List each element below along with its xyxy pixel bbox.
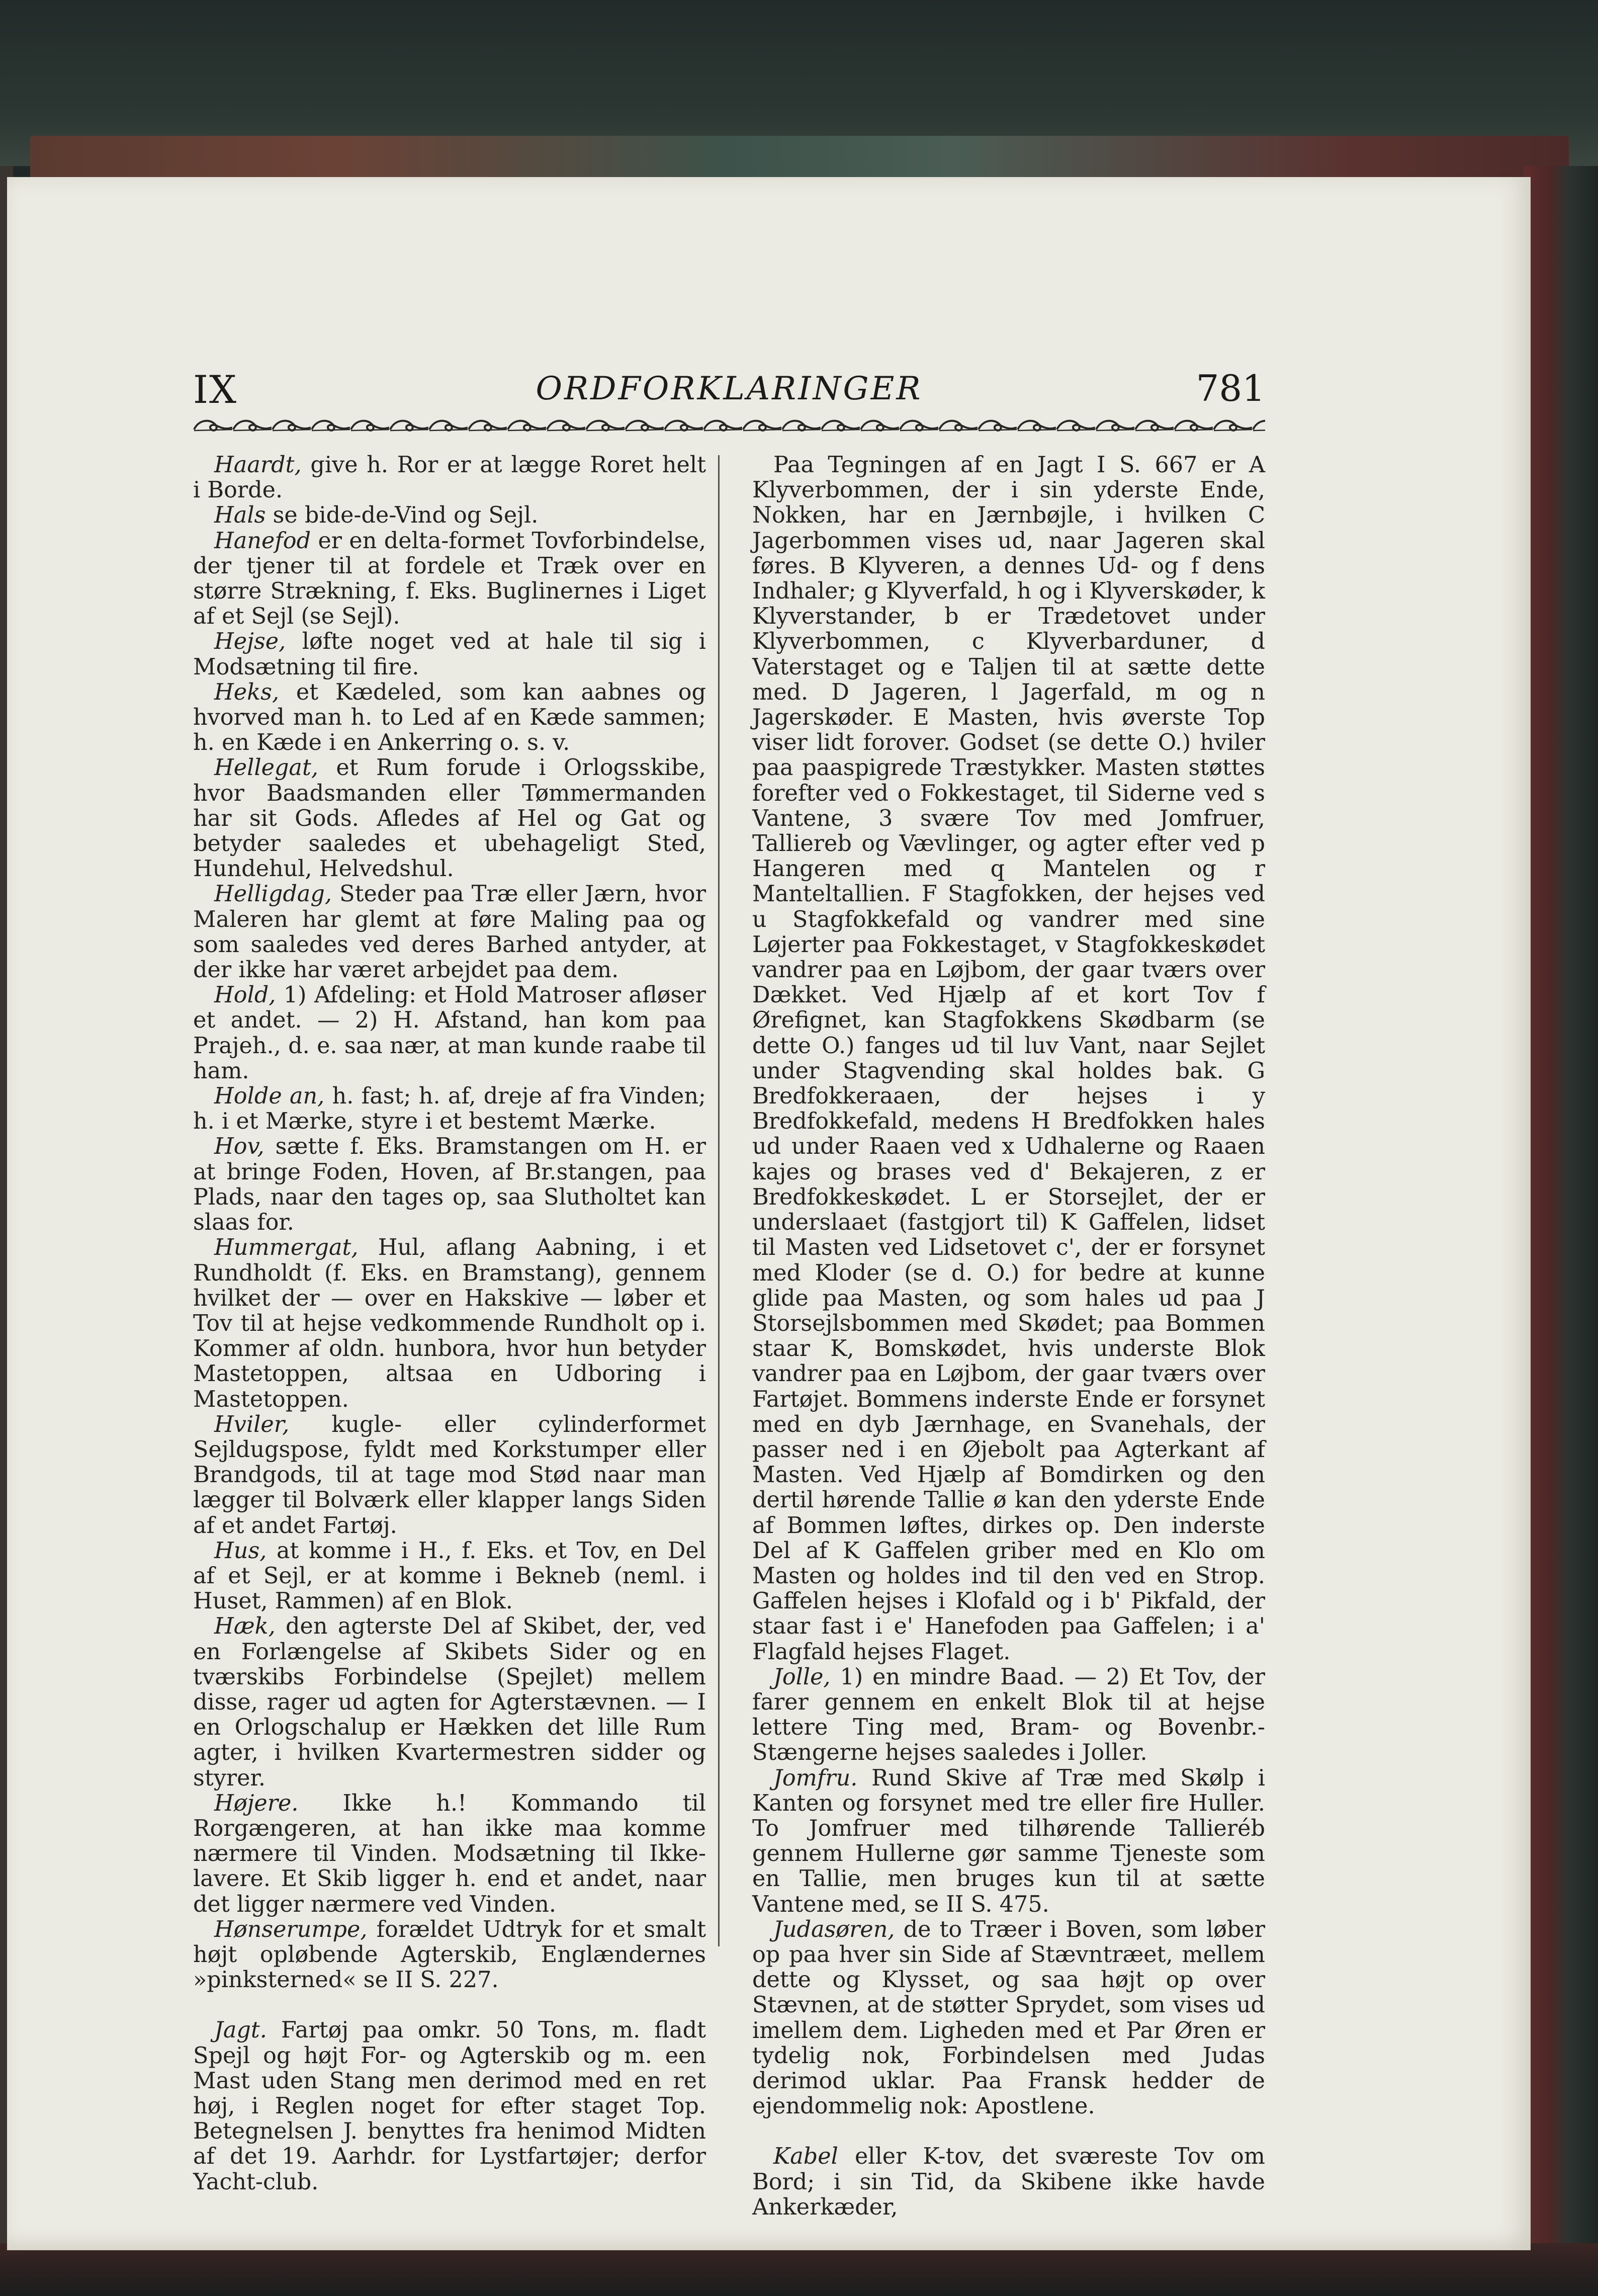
entry-definition: 1) en mindre Baad. — 2) Et Tov, der farer gennem en enkelt Blok til at hejse lettere Ting med, Bram- og Bovenbr.-Stængerne hejses saaledes i Joller.: [752, 1664, 1265, 1766]
entry-term: Helligdag,: [214, 881, 332, 907]
dictionary-entry: [193, 882, 706, 983]
book-binding-strip: [30, 136, 1569, 181]
entry-definition: at komme i H., f. Eks. et Tov, en Del af et Sejl, er at komme i Bekneb (neml. i Huset, Rammen) af en Blok.: [193, 1538, 706, 1614]
entry-term: Hejse,: [214, 629, 286, 655]
entry-definition: de to Træer i Boven, som løber op paa hver sin Side af Stævntræet, mellem dette og Klysset, og saa højt op over Stævnen, at de støtter Sprydet, som vises ud imellem dem. Ligheden med et Par Øren er tydelig nok, Forbindelsen med Judas derimod uklar. Paa Fransk hedder de ejendommelig nok: Apostlene.: [752, 1916, 1265, 2119]
dictionary-entry: [752, 2144, 1265, 2220]
dictionary-entry: [752, 1917, 1265, 2119]
entry-definition: Hul, aflang Aabning, i et Rundholdt (f. Eks. en Bramstang), gennem hvilket der — over en Hakskive — løber et Tov til at hejse vedkommende Rundholt op i. Kommer af oldn. hunbora, hvor hun betyder Mastetoppen, altsaa en Udboring i Mastetoppen.: [193, 1235, 706, 1412]
section-number: IX: [193, 367, 238, 412]
entry-term: Jagt.: [214, 2017, 267, 2044]
dictionary-entry: [193, 1614, 706, 1791]
dictionary-entry: [193, 529, 706, 630]
dictionary-entry: [193, 453, 706, 503]
entry-definition: Steder paa Træ eller Jærn, hvor Maleren har glemt at føre Maling paa og som saaledes ved deres Barhed antyder, at der ikke har været arbejdet paa dem.: [193, 881, 706, 983]
entry-term: Jomfru.: [773, 1765, 858, 1791]
entry-term: Højere.: [214, 1790, 299, 1816]
left-column: [193, 453, 706, 2195]
entry-definition: forældet Udtryk for et smalt højt opløbende Agterskib, Englændernes »pinksterned« se II S. 227.: [193, 1916, 706, 1993]
book-spine-right: [1524, 166, 1598, 2296]
entry-definition: Rund Skive af Træ med Skølp i Kanten og forsynet med tre eller fire Huller. To Jomfruer med tilhørende Tallieréb gennem Hullerne gør samme Tjeneste som en Tallie, men bruges kun til at sætte Vantene med, se II S. 475.: [752, 1765, 1265, 1917]
page-number: 781: [1196, 367, 1265, 409]
entry-definition: give h. Ror er at lægge Roret helt i Borde.: [193, 452, 706, 503]
dictionary-entry: [193, 755, 706, 882]
entry-term: Hæk,: [214, 1613, 276, 1640]
entry-term: Haardt,: [214, 452, 302, 478]
entry-term: Hov,: [214, 1134, 264, 1160]
dictionary-entry: [193, 1134, 706, 1235]
entry-term: Hummergat,: [214, 1235, 359, 1261]
entry-term: Hviler,: [214, 1411, 290, 1437]
dictionary-entry: [752, 453, 1265, 1665]
ornamental-rule: [193, 412, 1265, 438]
dictionary-entry: [193, 629, 706, 679]
entry-term: Hønserumpe,: [214, 1916, 368, 1942]
entry-definition: et Rum forude i Orlogsskibe, hvor Baadsmanden eller Tømmermanden har sit Gods. Afledes af Hel og Gat og betyder saaledes et ubehageligt Sted, Hundehul, Helvedshul.: [193, 755, 706, 882]
entry-definition: eller K-tov, det sværeste Tov om Bord; i sin Tid, da Skibene ikke havde Ankerkæder,: [752, 2144, 1265, 2220]
dictionary-entry: [752, 1766, 1265, 1917]
entry-term: Hals: [214, 502, 266, 529]
dictionary-entry: [193, 2018, 706, 2194]
entry-definition: Paa Tegningen af en Jagt I S. 667 er A Klyverbommen, der i sin yderste Ende, Nokken, har en Jærnbøjle, i hvilken C Jagerbommen vises ud, naar Jageren skal føres. B Klyveren, a dennes Ud- og f dens Indhaler; g Klyverfald, h og i Klyverskøder, k Klyverstander, b er Trædetovet under Klyverbommen, c Klyverbarduner, d Vaterstaget og e Taljen til at sætte dette med. D Jageren, l Jagerfald, m og n Jagerskøder. E Masten, hvis øverste Top viser lidt forover. Godset (se dette O.) hviler paa paaspigrede Træstykker. Masten støttes forefter ved o Fokkestaget, til Siderne ved s Vantene, 3 svære Tov med Jomfruer, Talliereb og Vævlinger, og agter efter ved p Hangeren med q Mantelen og r Manteltallien. F Stagfokken, der hejses ved u Stagfokkefald og vandrer med sine Løjerter paa Fokkestaget, v Stagfokkeskødet vandrer paa en Løjbom, der gaar tværs over Dækket. Ved Hjælp af et kort Tov f Ørefignet, kan Stagfokkens Skødbarm (se dette O.) fanges ud til luv Vant, naar Sejlet under Stagvending skal holdes bak. G Bredfokkeraaen, der hejses i y Bredfokkefald, medens H Bredfokken hales ud under Raaen ved x Udhalerne og Raaen kajes og brases ved d' Bekajeren, z er Bredfokkeskødet. L er Storsejlet, der er underslaaet (fastgjort til) K Gaffelen, lidset til Masten ved Lidsetovet c', der er forsynet med Kloder (se d. O.) for bedre at kunne glide paa Masten, og som hales ud paa J Storsejlsbommen med Skødet; paa Bommen staar K, Bomskødet, hvis underste Blok vandrer paa en Løjbom, der gaar tværs over Fartøjet. Bommens inderste Ende er forsynet med en dyb Jærnhage, en Svanehals, der passer ned i en Øjebolt paa Agterkant af Masten. Ved Hjælp af Bomdirken og den dertil hørende Tallie ø kan den yderste Ende af Bommen løftes, dirkes op. Den inderste Del af K Gaffelen griber med en Klo om Masten og holdes ind til den ved en Strop. Gaffelen hejses i Klofald og i b' Pikfald, der staar fast i e' Hanefoden paa Gaffelen; i a' Flagfald hejses Flaget.: [752, 452, 1265, 1665]
entry-definition: er en delta-formet Tovforbindelse, der tjener til at fordele et Træk over en større Strækning, f. Eks. Buglinernes i Liget af et Sejl (se Sejl).: [193, 528, 706, 630]
entry-definition: den agterste Del af Skibet, der, ved en Forlængelse af Skibets Sider og en tværskibs Forbindelse (Spejlet) mellem disse, rager ud agten for Agterstævnen. — I en Orlogschalup er Hækken det lille Rum agter, i hvilken Kvartermestren sidder og styrer.: [193, 1613, 706, 1791]
dictionary-entry: [193, 680, 706, 756]
dictionary-entry: [752, 1665, 1265, 1766]
right-column: [752, 453, 1265, 2220]
page-header: [193, 367, 1265, 417]
entry-term: Jolle,: [773, 1664, 831, 1690]
dictionary-entry: [193, 1791, 706, 1917]
entry-definition: 1) Afdeling: et Hold Matroser afløser et andet. — 2) H. Afstand, han kom paa Prajeh., d. e. saa nær, at man kunde raabe til ham.: [193, 982, 706, 1084]
column-divider: [718, 455, 720, 1946]
entry-term: Holde an,: [214, 1083, 325, 1110]
dictionary-entry: [193, 503, 706, 528]
entry-term: Hus,: [214, 1538, 267, 1564]
entry-definition: sætte f. Eks. Bramstangen om H. er at bringe Foden, Hoven, af Br.stangen, paa Plads, naar den tages op, saa Slutholtet kan slaas for.: [193, 1134, 706, 1236]
dictionary-entry: [193, 1412, 706, 1539]
dictionary-entry: [193, 1539, 706, 1614]
page-title: ORDFORKLARINGER: [536, 370, 923, 407]
entry-definition: Fartøj paa omkr. 50 Tons, m. fladt Spejl og højt For- og Agterskib og m. een Mast uden Stang men derimod med en ret høj, i Reglen noget for efter staget Top. Betegnelsen J. benyttes fra henimod Midten af det 19. Aarhdr. for Lystfartøjer; derfor Yacht-club.: [193, 2017, 706, 2195]
entry-term: Hellegat,: [214, 755, 318, 781]
dictionary-entry: [193, 1084, 706, 1134]
dictionary-entry: [193, 1917, 706, 1993]
entry-definition: et Kædeled, som kan aabnes og hvorved man h. to Led af en Kæde sammen; h. en Kæde i en Ankerring o. s. v.: [193, 679, 706, 756]
entry-definition: h. fast; h. af, dreje af fra Vinden; h. i et Mærke, styre i et bestemt Mærke.: [193, 1083, 706, 1135]
book-cover-bottom: [0, 2243, 1598, 2296]
entry-definition: løfte noget ved at hale til sig i Modsætning til fire.: [193, 629, 706, 680]
entry-term: Kabel: [773, 2144, 838, 2170]
dictionary-entry: [193, 983, 706, 1084]
entry-term: Judasøren,: [773, 1916, 895, 1942]
entry-definition: Ikke h.! Kommando til Rorgængeren, at han ikke maa komme nærmere til Vinden. Modsætning til Ikke-lavere. Et Skib ligger h. end et andet, naar det ligger nærmere ved Vinden.: [193, 1790, 706, 1917]
entry-term: Hold,: [214, 982, 276, 1008]
entry-term: Heks,: [214, 679, 280, 705]
entry-term: Hanefod: [214, 528, 311, 554]
entry-definition: se bide-de-Vind og Sejl.: [265, 502, 539, 529]
entry-definition: kugle- eller cylinderformet Sejldugspose, fyldt med Korkstumper eller Brandgods, til at tage mod Stød naar man lægger til Bolværk eller klapper langs Siden af et andet Fartøj.: [193, 1411, 706, 1539]
dictionary-entry: [193, 1235, 706, 1412]
